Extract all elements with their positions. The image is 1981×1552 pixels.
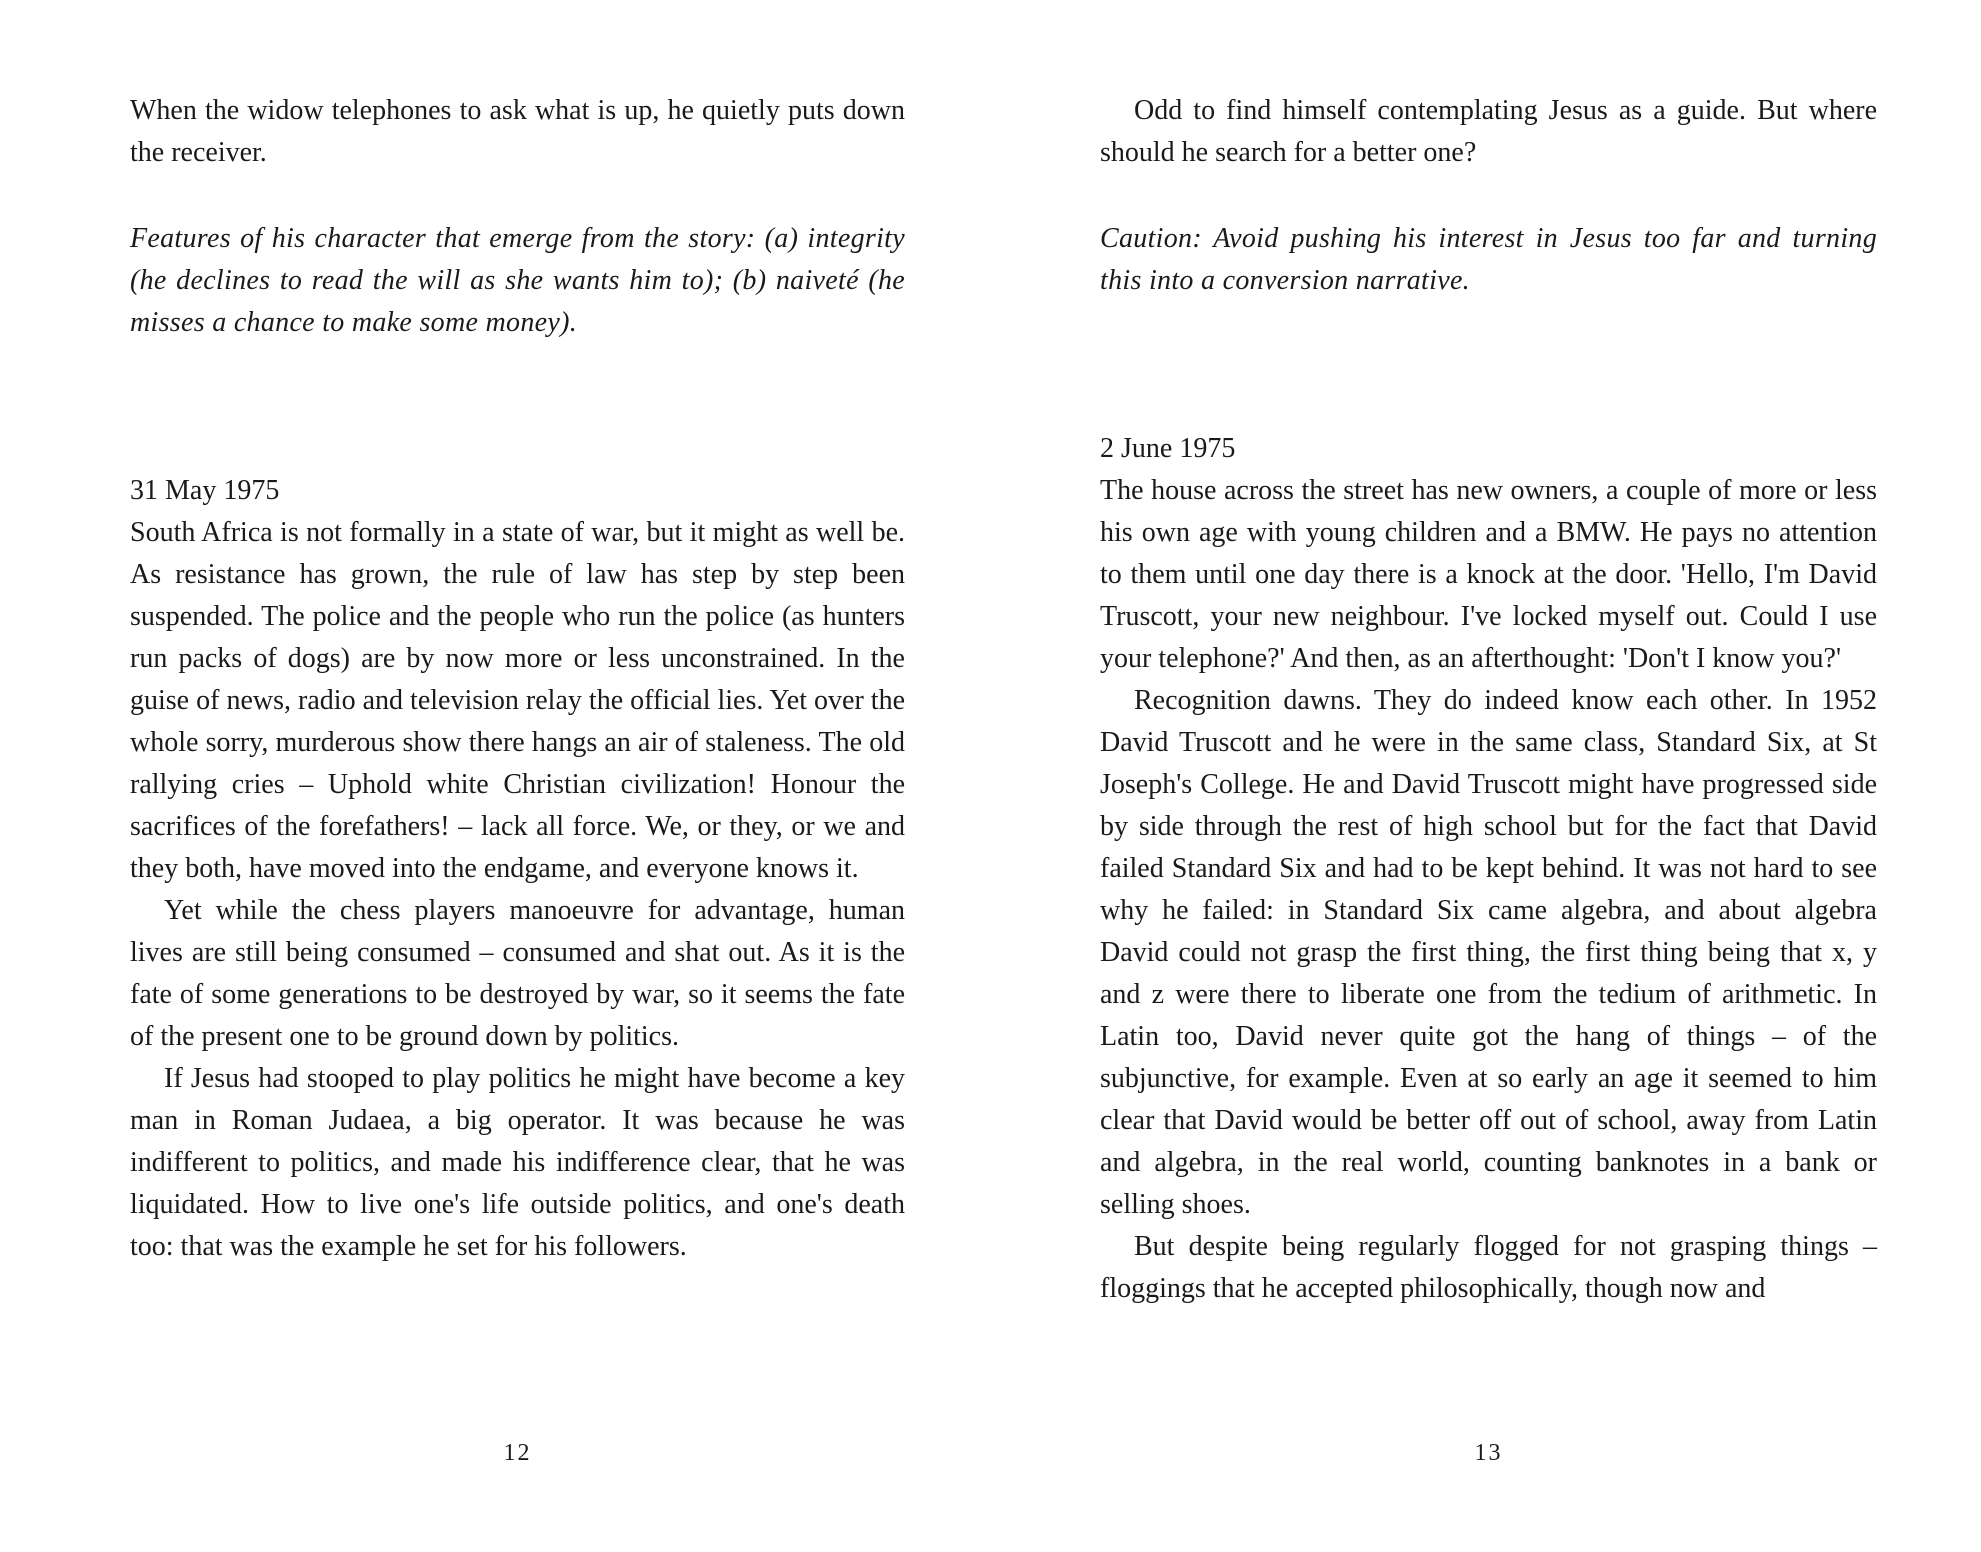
left-entry-paragraph: Yet while the chess players manoeuvre for advantage, human lives are still being consumed – consumed and shat out. As it is the fate of some generations to be destroyed by war, so it seems the fate of the present one to be ground down by politics. — [130, 895, 905, 1052]
right-note-block — [1100, 218, 1877, 302]
right-page — [1100, 0, 1877, 1552]
left-opening-paragraph: When the widow telephones to ask what is up, he quietly puts down the receiver. — [130, 95, 905, 168]
left-entry-paragraph: If Jesus had stooped to play politics he might have become a key man in Roman Judaea, a big operator. It was because he was indifferent to politics, and made his indifference clear, that he was liquidated. How to live one's life outside politics, and one's death too: that was the example he set for his followers. — [130, 1063, 905, 1262]
right-opening-block — [1100, 90, 1877, 174]
left-opening-block — [130, 90, 905, 174]
left-author-note: Features of his character that emerge from the story: (a) integrity (he declines to read the will as she wants him to); (b) naiveté (he misses a chance to make some money). — [130, 223, 905, 338]
right-entry-paragraph: The house across the street has new owners, a couple of more or less his own age with young children and a BMW. He pays no attention to them until one day there is a knock at the door. 'Hello, I'm David Truscott, your new neighbour. I've locked myself out. Could I use your telephone?' And then, as an afterthought: 'Don't I know you?' — [1100, 475, 1877, 674]
right-entry-date: 2 June 1975 — [1100, 433, 1236, 464]
left-page — [130, 0, 905, 1552]
left-journal-entry — [130, 470, 905, 1268]
right-author-note: Caution: Avoid pushing his interest in Jesus too far and turning this into a conversion narrative. — [1100, 223, 1877, 296]
left-page-number: 12 — [503, 1440, 532, 1466]
right-entry-paragraph: Recognition dawns. They do indeed know each other. In 1952 David Truscott and he were in the same class, Standard Six, at St Joseph's College. He and David Truscott might have progressed side by side through the rest of high school but for the fact that David failed Standard Six and had to be kept behind. It was not hard to see why he failed: in Standard Six came algebra, and about algebra David could not grasp the first thing, the first thing being that x, y and z were there to liberate one from the tedium of arithmetic. In Latin too, David never quite got the hang of things – of the subjunctive, for example. Even at so early an age it seemed to him clear that David would be better off out of school, away from Latin and algebra, in the real world, counting banknotes in a bank or selling shoes. — [1100, 685, 1877, 1220]
right-page-number: 13 — [1474, 1440, 1503, 1466]
right-journal-entry — [1100, 428, 1877, 1310]
left-entry-paragraph: South Africa is not formally in a state of war, but it might as well be. As resistance has grown, the rule of law has step by step been suspended. The police and the people who run the police (as hunters run packs of dogs) are by now more or less unconstrained. In the guise of news, radio and television relay the official lies. Yet over the whole sorry, murderous show there hangs an air of staleness. The old rallying cries – Uphold white Christian civilization! Honour the sacrifices of the forefathers! – lack all force. We, or they, or we and they both, have moved into the endgame, and everyone knows it. — [130, 517, 905, 884]
right-opening-paragraph: Odd to find himself contemplating Jesus as a guide. But where should he search for a better one? — [1100, 95, 1877, 168]
left-entry-date: 31 May 1975 — [130, 475, 280, 506]
left-note-block — [130, 218, 905, 344]
right-entry-paragraph: But despite being regularly flogged for not grasping things – floggings that he accepted philosophically, though now and — [1100, 1231, 1877, 1304]
